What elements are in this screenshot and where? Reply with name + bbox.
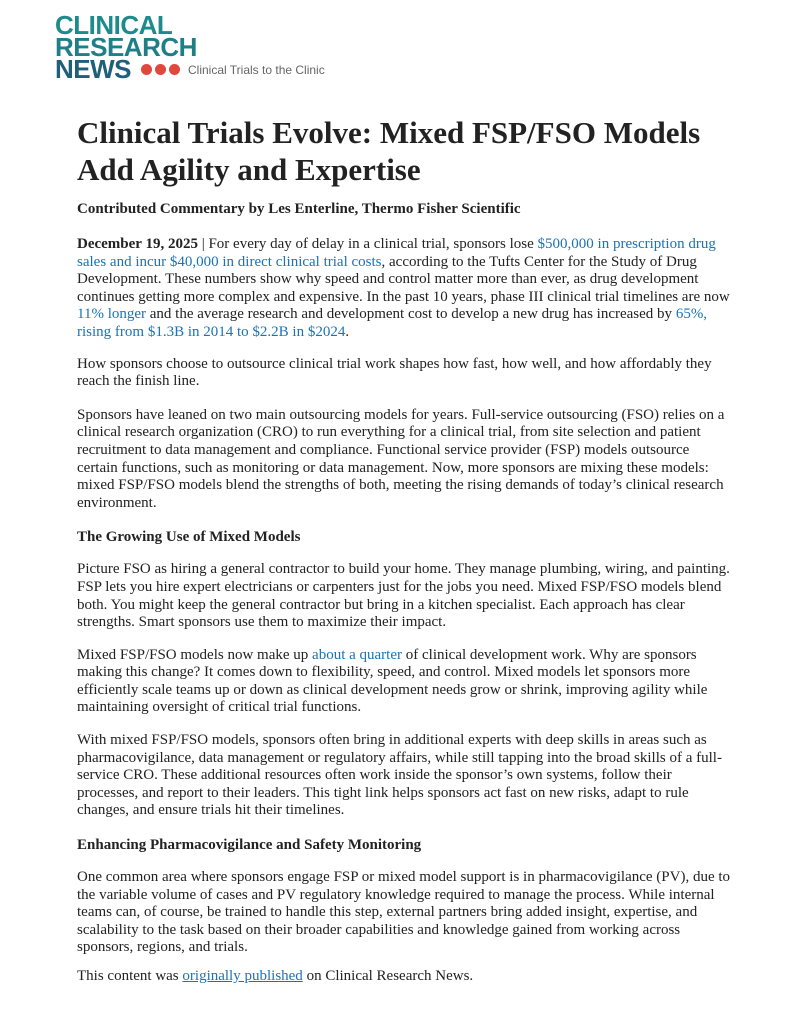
date-separator: | <box>197 236 209 252</box>
logo-word-news: NEWS <box>55 54 131 84</box>
paragraph-experts: With mixed FSP/FSO models, sponsors often bring in additional experts with deep skills in areas such as pharmacovigilance, data management or regulatory affairs, while still tapping into the broad skills of a full-service CRO. These additional resources often work inside the sponsor’s own systems, follow their processes, and report to their leaders. This tight link helps sponsors act fast on new risks, adapt to rule changes, and ensure trials hit their timelines. <box>77 732 722 819</box>
article <box>77 114 732 986</box>
paragraph-models: Sponsors have leaned on two main outsourcing models for years. Full-service outsourcing (FSO) relies on a clinical research organization (CRO) to run everything for a clinical trial, from site selection and patient recruitment to data management and compliance. Functional service provider (FSP) models outsource certain functions, such as monitoring or data management. Now, more sponsors are mixing these models: mixed FSP/FSO models blend the strengths of both, meeting the rising demands of today’s clinical research environment. <box>77 406 725 511</box>
logo-tagline: Clinical Trials to the Clinic <box>188 63 325 77</box>
paragraph-source: This content was originally published on Clinical Research News. <box>77 968 474 984</box>
link-prescription-sales[interactable]: $500,000 in prescription drug sales and incur $40,000 in direct clinical trial costs <box>77 236 716 270</box>
link-about-a-quarter[interactable]: about a quarter <box>312 646 402 663</box>
logo-dots-icon <box>141 64 180 75</box>
article-byline: Contributed Commentary by Les Enterline, Thermo Fisher Scientific <box>77 201 521 217</box>
paragraph-pv: One common area where sponsors engage FSP or mixed model support is in pharmacovigilance (PV), due to the variable volume of cases and PV regulatory knowledge required to manage the process. While internal teams can, of course, be trained to handle this step, external partners bring added insight, expertise, and scalability to the task based on their broader capabilities and knowledge gained from working across sponsors, regions, and trials. <box>77 869 731 956</box>
article-date: December 19, 2025 <box>77 236 198 252</box>
paragraph-quarter: Mixed FSP/FSO models now make up about a quarter of clinical development work. Why are sponsors making this change? It comes down to flexibility, speed, and control. Mixed models let sponsors more efficiently scale teams up or down as clinical development needs grow or shrink, improving agility while maintaining oversight of critical trial functions. <box>77 646 708 716</box>
paragraph-intro: December 19, 2025 | For every day of delay in a clinical trial, sponsors lose $500,000 in prescription drug sales and incur $40,000 in direct clinical trial costs, according to the Tufts Center for the Study of Drug Development. These numbers show why speed and control matter more than ever, as drug development continues getting more complex and expensive. In the past 10 years, phase III clinical trial timelines are now 11% longer and the average research and development cost to develop a new drug has increased by 65%, rising from $1.3B in 2014 to $2.2B in $2024. <box>77 236 730 340</box>
article-title: Clinical Trials Evolve: Mixed FSP/FSO Models Add Agility and Expertise <box>77 115 701 187</box>
paragraph-contractor: Picture FSO as hiring a general contractor to build your home. They manage plumbing, wiring, and painting. FSP lets you hire expert electricians or carpenters just for the jobs you need. Mixed FSP/FSO models blend both. You might keep the general contractor but bring in a kitchen specialist. Each approach has clear strengths. Smart sponsors use them to maximize their impact. <box>77 561 730 631</box>
site-logo[interactable] <box>55 10 325 84</box>
section-heading-growing-use: The Growing Use of Mixed Models <box>77 529 301 546</box>
paragraph-outsource: How sponsors choose to outsource clinical trial work shapes how fast, how well, and how affordably they reach the finish line. <box>77 355 712 390</box>
logo-word-clinical: CLINICAL <box>55 10 173 40</box>
link-65-percent[interactable]: 65%, rising from $1.3B in 2014 to $2.2B in $2024 <box>77 306 708 340</box>
logo-word-research: RESEARCH <box>55 32 197 62</box>
link-originally-published[interactable]: originally published <box>182 968 303 984</box>
section-heading-pharmacovigilance: Enhancing Pharmacovigilance and Safety Monitoring <box>77 837 422 854</box>
link-11-percent-longer[interactable]: 11% longer <box>77 306 147 323</box>
